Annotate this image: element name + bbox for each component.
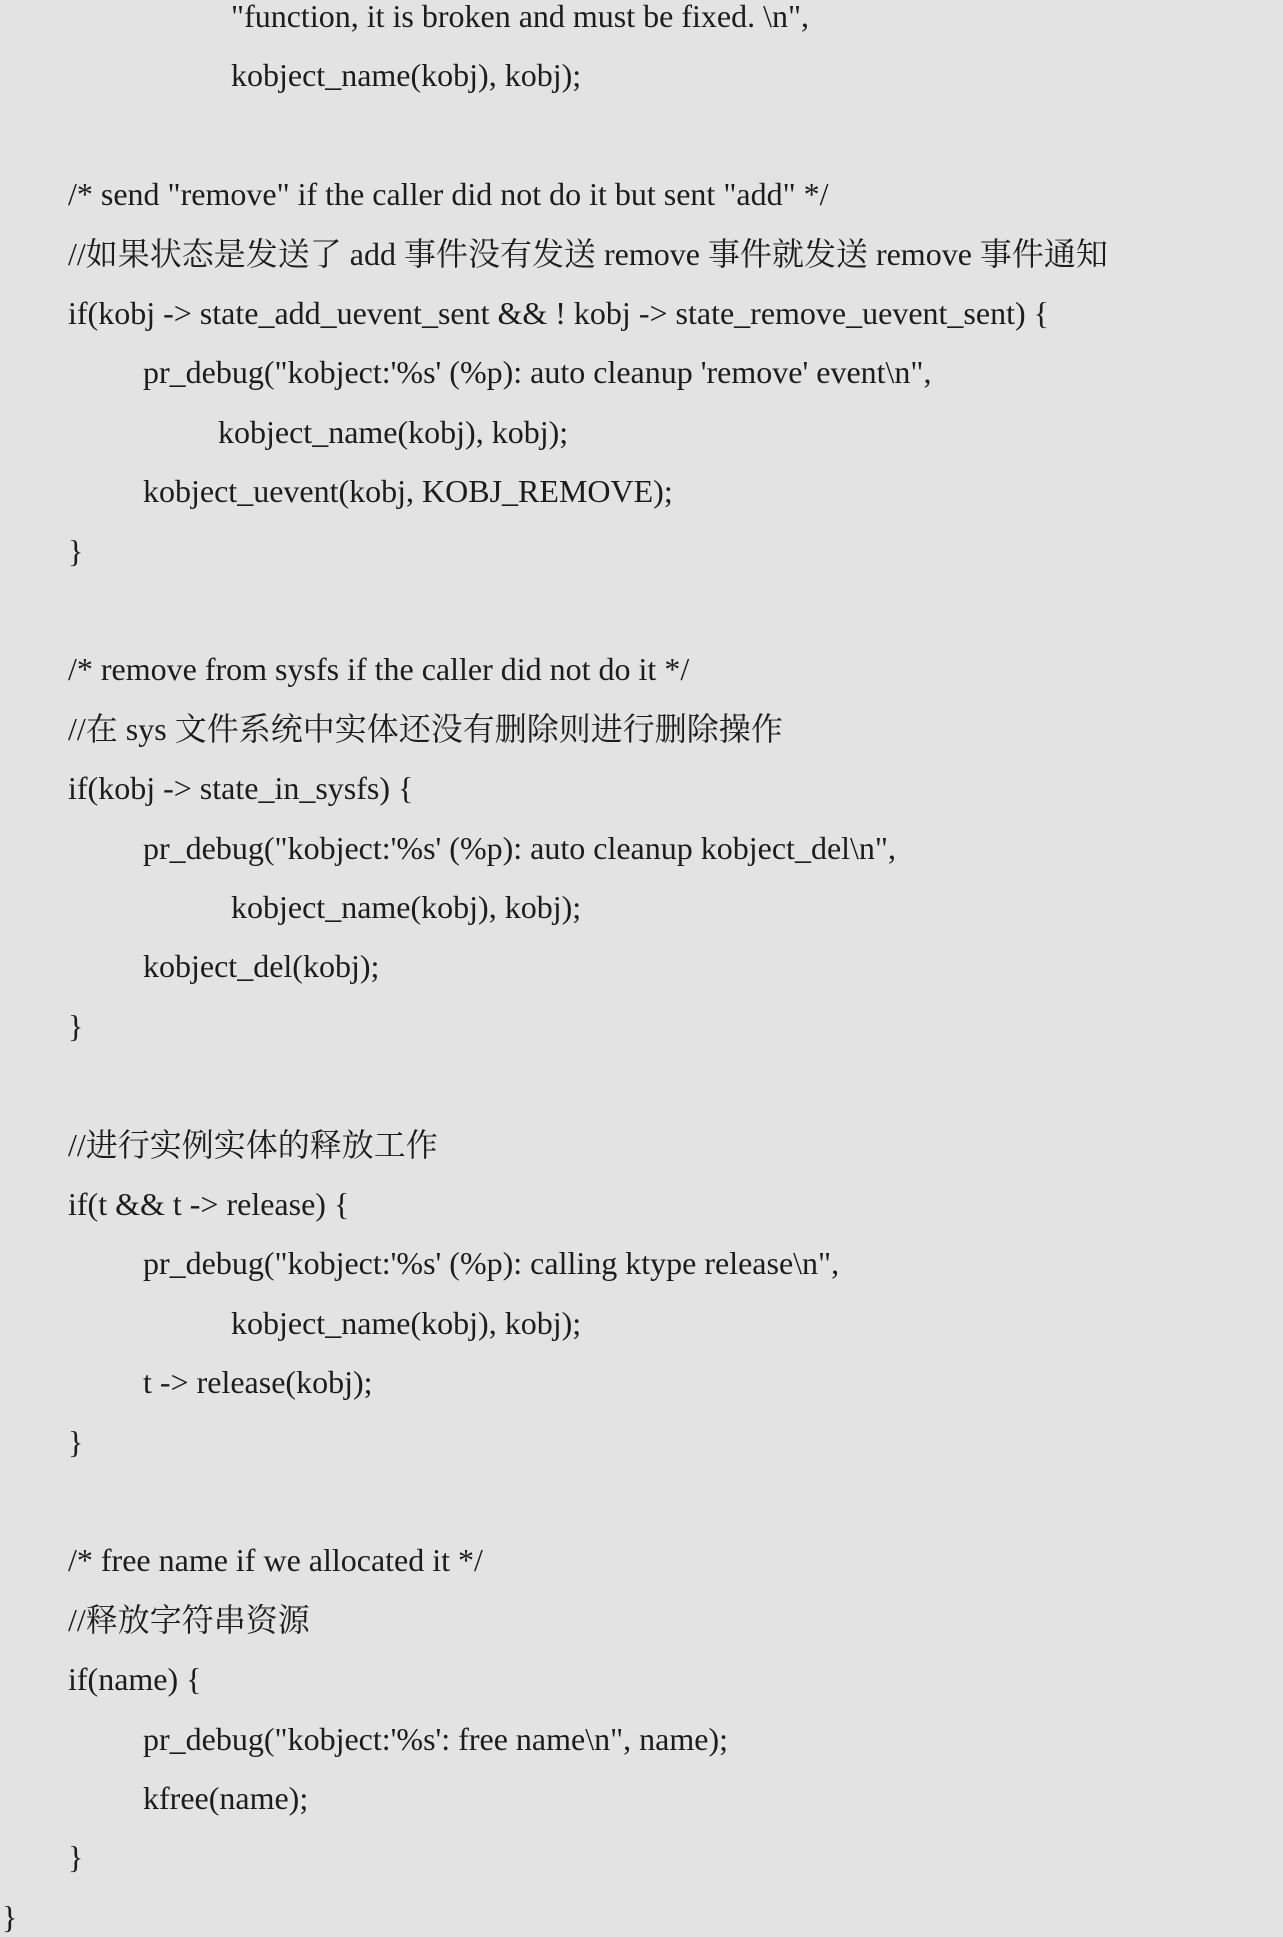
code-line: t -> release(kobj); [143, 1364, 373, 1400]
code-line: kobject_uevent(kobj, KOBJ_REMOVE); [143, 473, 673, 509]
code-line: /* remove from sysfs if the caller did not do it */ [68, 651, 690, 687]
code-line: kobject_name(kobj), kobj); [231, 889, 582, 925]
code-line: pr_debug("kobject:'%s': free name\n", name); [143, 1721, 728, 1757]
code-line: //进行实例实体的释放工作 [68, 1127, 438, 1163]
code-line: //在 sys 文件系统中实体还没有删除则进行删除操作 [68, 711, 783, 747]
code-line: kobject_del(kobj); [143, 948, 380, 984]
code-line: if(name) { [68, 1661, 202, 1697]
code-line: if(kobj -> state_in_sysfs) { [68, 770, 414, 806]
code-line: pr_debug("kobject:'%s' (%p): calling ktype release\n", [143, 1245, 840, 1281]
code-line: } [68, 1839, 84, 1875]
code-line: pr_debug("kobject:'%s' (%p): auto cleanup kobject_del\n", [143, 830, 896, 866]
code-line: kfree(name); [143, 1780, 309, 1816]
code-line: "function, it is broken and must be fixed. \n", [231, 0, 810, 34]
code-line: } [68, 1008, 84, 1044]
code-line: //释放字符串资源 [68, 1602, 310, 1638]
code-line: pr_debug("kobject:'%s' (%p): auto cleanup 'remove' event\n", [143, 354, 932, 390]
code-line: } [2, 1899, 18, 1935]
code-line: if(kobj -> state_add_uevent_sent && ! kobj -> state_remove_uevent_sent) { [68, 295, 1049, 331]
code-line: kobject_name(kobj), kobj); [231, 1305, 582, 1341]
code-line: kobject_name(kobj), kobj); [231, 57, 582, 93]
code-line: if(t && t -> release) { [68, 1186, 350, 1222]
code-line: kobject_name(kobj), kobj); [218, 414, 569, 450]
code-line: /* free name if we allocated it */ [68, 1542, 483, 1578]
code-line: } [68, 533, 84, 569]
code-line: /* send "remove" if the caller did not do it but sent "add" */ [68, 176, 829, 212]
code-line: } [68, 1424, 84, 1460]
code-line: //如果状态是发送了 add 事件没有发送 remove 事件就发送 remove 事件通知 [68, 236, 1108, 272]
